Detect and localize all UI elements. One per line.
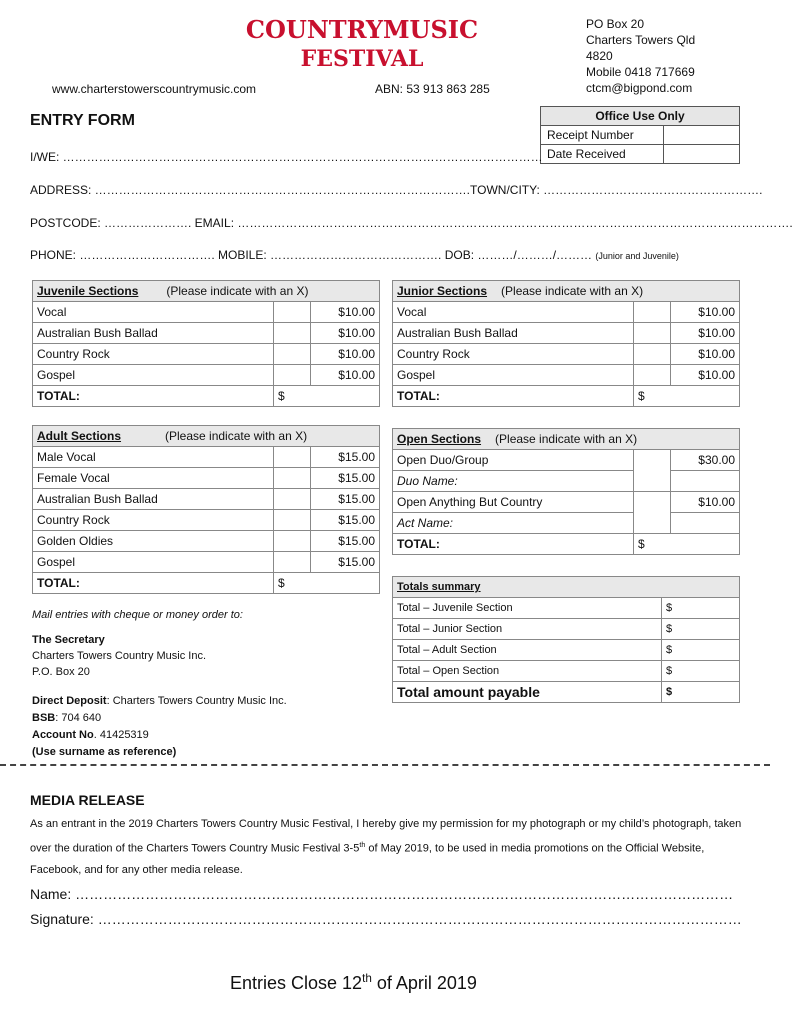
dob-note: (Junior and Juvenile) bbox=[595, 251, 679, 261]
open-title: Open Sections bbox=[397, 432, 482, 446]
phone-field[interactable] bbox=[30, 248, 679, 262]
total-label: Total – Junior Section bbox=[393, 619, 662, 640]
table-row bbox=[393, 682, 740, 703]
signature-field[interactable]: Signature: ………………………………………………………………………………………………………………………… bbox=[30, 911, 742, 927]
total-row bbox=[33, 386, 380, 407]
total-row bbox=[33, 573, 380, 594]
junior-note: (Please indicate with an X) bbox=[501, 284, 644, 298]
mark-box[interactable] bbox=[274, 552, 311, 573]
total-label: Total – Juvenile Section bbox=[393, 598, 662, 619]
table-row bbox=[393, 661, 740, 682]
row-name: Female Vocal bbox=[33, 468, 274, 489]
adult-table bbox=[32, 425, 380, 594]
mark-box[interactable] bbox=[634, 323, 671, 344]
adult-note: (Please indicate with an X) bbox=[165, 429, 308, 443]
bsb-value: : 704 640 bbox=[55, 712, 102, 724]
total-value[interactable]: $ bbox=[662, 640, 740, 661]
row-price: $10.00 bbox=[671, 365, 740, 386]
mark-box[interactable] bbox=[634, 492, 671, 534]
bsb-label: BSB bbox=[32, 712, 56, 724]
juvenile-title: Juvenile Sections bbox=[37, 284, 139, 298]
date-field bbox=[664, 145, 740, 164]
row-name: Vocal bbox=[33, 302, 274, 323]
row-name: Male Vocal bbox=[33, 447, 274, 468]
table-row bbox=[33, 344, 380, 365]
row-price: $10.00 bbox=[671, 492, 740, 513]
row-name: Australian Bush Ballad bbox=[33, 489, 274, 510]
mobile: Mobile 0418 717669 bbox=[586, 65, 695, 79]
close-sup: th bbox=[362, 972, 372, 985]
row-name: Australian Bush Ballad bbox=[33, 323, 274, 344]
festival-logo bbox=[245, 10, 479, 72]
mark-box[interactable] bbox=[274, 531, 311, 552]
media-text-b: of May 2019, to be used in media promotions on the Official Website, Facebook, and for any other media release. bbox=[30, 842, 705, 876]
totals-title: Totals summary bbox=[397, 581, 481, 593]
mail-heading: Mail entries with cheque or money order to: bbox=[32, 609, 243, 621]
payable-value[interactable]: $ bbox=[662, 682, 740, 703]
email: ctcm@bigpond.com bbox=[586, 81, 693, 95]
office-use-table bbox=[540, 106, 740, 164]
media-text bbox=[30, 814, 745, 881]
table-row bbox=[393, 492, 740, 513]
total-label: TOTAL: bbox=[33, 573, 274, 594]
mail-org: Charters Towers Country Music Inc. bbox=[32, 650, 207, 662]
dd-value: : Charters Towers Country Music Inc. bbox=[106, 695, 287, 707]
iwe-field[interactable]: I/WE: ………………………………………………………………………………………………………… bbox=[30, 150, 543, 164]
close-b: of April 2019 bbox=[371, 973, 477, 993]
table-row bbox=[393, 640, 740, 661]
row-name: Gospel bbox=[33, 365, 274, 386]
totals-header bbox=[393, 577, 740, 598]
date-label: Date Received bbox=[541, 145, 664, 164]
abn: ABN: 53 913 863 285 bbox=[375, 82, 490, 96]
total-label: Total – Open Section bbox=[393, 661, 662, 682]
row-name: Country Rock bbox=[33, 510, 274, 531]
row-price: $10.00 bbox=[671, 302, 740, 323]
mark-box[interactable] bbox=[634, 344, 671, 365]
row-price: $15.00 bbox=[311, 447, 380, 468]
mark-box[interactable] bbox=[274, 510, 311, 531]
surname-ref: (Use surname as reference) bbox=[32, 746, 177, 758]
total-value[interactable]: $ bbox=[634, 386, 740, 407]
total-row bbox=[393, 386, 740, 407]
table-row bbox=[393, 323, 740, 344]
total-value[interactable]: $ bbox=[662, 619, 740, 640]
row-price: $15.00 bbox=[311, 531, 380, 552]
bsb bbox=[32, 712, 101, 724]
row-name: Country Rock bbox=[393, 344, 634, 365]
total-label: TOTAL: bbox=[393, 534, 634, 555]
row-price: $15.00 bbox=[311, 510, 380, 531]
total-row bbox=[393, 534, 740, 555]
table-row bbox=[393, 365, 740, 386]
mark-box[interactable] bbox=[274, 302, 311, 323]
juvenile-header bbox=[33, 281, 380, 302]
row-name: Open Anything But Country bbox=[393, 492, 634, 513]
postcode: 4820 bbox=[586, 49, 613, 63]
media-text-sup: th bbox=[359, 841, 366, 849]
receipt-label: Receipt Number bbox=[541, 126, 664, 145]
office-title: Office Use Only bbox=[541, 107, 740, 126]
name-field[interactable]: Name: …………………………………………………………………………………………………………………………… bbox=[30, 886, 734, 902]
row-name: Open Duo/Group bbox=[393, 450, 634, 471]
juvenile-table bbox=[32, 280, 380, 407]
row-name: Golden Oldies bbox=[33, 531, 274, 552]
mark-box[interactable] bbox=[274, 365, 311, 386]
direct-deposit bbox=[32, 695, 287, 707]
media-text-a: As an entrant in the 2019 Charters Towers Country Music Festival, I hereby give my permission for my photograph or my child’s photograph, taken over the duration of the Charters Towers Country Music Festival 3-5 bbox=[30, 818, 742, 855]
media-title: MEDIA RELEASE bbox=[30, 792, 145, 808]
totals-table bbox=[392, 576, 740, 703]
entries-close bbox=[230, 972, 477, 994]
website: www.charterstowerscountrymusic.com bbox=[52, 82, 257, 96]
open-note: (Please indicate with an X) bbox=[495, 432, 638, 446]
row-name: Vocal bbox=[393, 302, 634, 323]
table-row bbox=[393, 302, 740, 323]
table-row bbox=[393, 513, 740, 534]
row-price: $15.00 bbox=[311, 552, 380, 573]
table-row bbox=[393, 471, 740, 492]
payable-label: Total amount payable bbox=[393, 682, 662, 703]
po-box: PO Box 20 bbox=[586, 17, 645, 31]
mark-box[interactable] bbox=[634, 302, 671, 323]
mark-box[interactable] bbox=[634, 365, 671, 386]
acct-label: Account No bbox=[32, 729, 94, 741]
city: Charters Towers Qld bbox=[586, 33, 696, 47]
row-price: $10.00 bbox=[311, 302, 380, 323]
table-row bbox=[33, 468, 380, 489]
adult-title: Adult Sections bbox=[37, 429, 122, 443]
empty-cell bbox=[671, 513, 740, 534]
logo-line1: COUNTRYMUSIC bbox=[245, 15, 479, 44]
mark-box[interactable] bbox=[274, 489, 311, 510]
total-value[interactable]: $ bbox=[274, 386, 380, 407]
empty-cell bbox=[671, 471, 740, 492]
table-row bbox=[33, 552, 380, 573]
total-value[interactable]: $ bbox=[634, 534, 740, 555]
row-price: $30.00 bbox=[671, 450, 740, 471]
row-price: $10.00 bbox=[311, 323, 380, 344]
row-price: $10.00 bbox=[311, 365, 380, 386]
row-price: $10.00 bbox=[671, 344, 740, 365]
total-label: Total – Adult Section bbox=[393, 640, 662, 661]
postal-address bbox=[586, 16, 695, 96]
row-price: $15.00 bbox=[311, 489, 380, 510]
table-row bbox=[393, 344, 740, 365]
total-value[interactable]: $ bbox=[662, 661, 740, 682]
mark-box[interactable] bbox=[274, 447, 311, 468]
phone-mobile-dob: PHONE: ……………………………. MOBILE: ……………………………………. DOB: ………/………/……… bbox=[30, 248, 593, 262]
act-name-field[interactable]: Act Name: bbox=[393, 513, 634, 534]
mark-box[interactable] bbox=[274, 323, 311, 344]
open-header bbox=[393, 429, 740, 450]
table-row bbox=[33, 447, 380, 468]
table-row bbox=[33, 489, 380, 510]
junior-header bbox=[393, 281, 740, 302]
table-row bbox=[393, 598, 740, 619]
table-row bbox=[33, 365, 380, 386]
row-name: Gospel bbox=[393, 365, 634, 386]
postcode-email-field[interactable]: POSTCODE: …………………. EMAIL: …………………………………………………………………………………………………………………………. bbox=[30, 216, 793, 230]
total-value[interactable]: $ bbox=[662, 598, 740, 619]
dd-label: Direct Deposit bbox=[32, 695, 107, 707]
receipt-field bbox=[664, 126, 740, 145]
mail-box: P.O. Box 20 bbox=[32, 666, 90, 678]
row-price: $15.00 bbox=[311, 468, 380, 489]
row-price: $10.00 bbox=[311, 344, 380, 365]
table-row bbox=[33, 323, 380, 344]
form-title: ENTRY FORM bbox=[30, 112, 135, 129]
table-row bbox=[33, 302, 380, 323]
table-row bbox=[33, 510, 380, 531]
row-price: $10.00 bbox=[671, 323, 740, 344]
total-label: TOTAL: bbox=[33, 386, 274, 407]
juvenile-note: (Please indicate with an X) bbox=[166, 284, 309, 298]
account bbox=[32, 729, 149, 741]
logo-line2: FESTIVAL bbox=[300, 46, 424, 72]
table-row bbox=[33, 531, 380, 552]
table-row bbox=[393, 450, 740, 471]
total-label: TOTAL: bbox=[393, 386, 634, 407]
mark-box[interactable] bbox=[634, 450, 671, 492]
total-value[interactable]: $ bbox=[274, 573, 380, 594]
mail-secretary: The Secretary bbox=[32, 634, 105, 646]
mark-box[interactable] bbox=[274, 468, 311, 489]
table-row bbox=[393, 619, 740, 640]
acct-value: . 41425319 bbox=[93, 729, 149, 741]
close-a: Entries Close 12 bbox=[230, 973, 363, 993]
mark-box[interactable] bbox=[274, 344, 311, 365]
row-name: Australian Bush Ballad bbox=[393, 323, 634, 344]
adult-header bbox=[33, 426, 380, 447]
cut-line bbox=[0, 764, 770, 766]
junior-table bbox=[392, 280, 740, 407]
address-field[interactable]: ADDRESS: ………………………………………………………………………………….TOWN/CITY: ………………………………………………. bbox=[30, 183, 763, 197]
row-name: Country Rock bbox=[33, 344, 274, 365]
duo-name-field[interactable]: Duo Name: bbox=[393, 471, 634, 492]
junior-title: Junior Sections bbox=[397, 284, 488, 298]
open-table bbox=[392, 428, 740, 555]
row-name: Gospel bbox=[33, 552, 274, 573]
